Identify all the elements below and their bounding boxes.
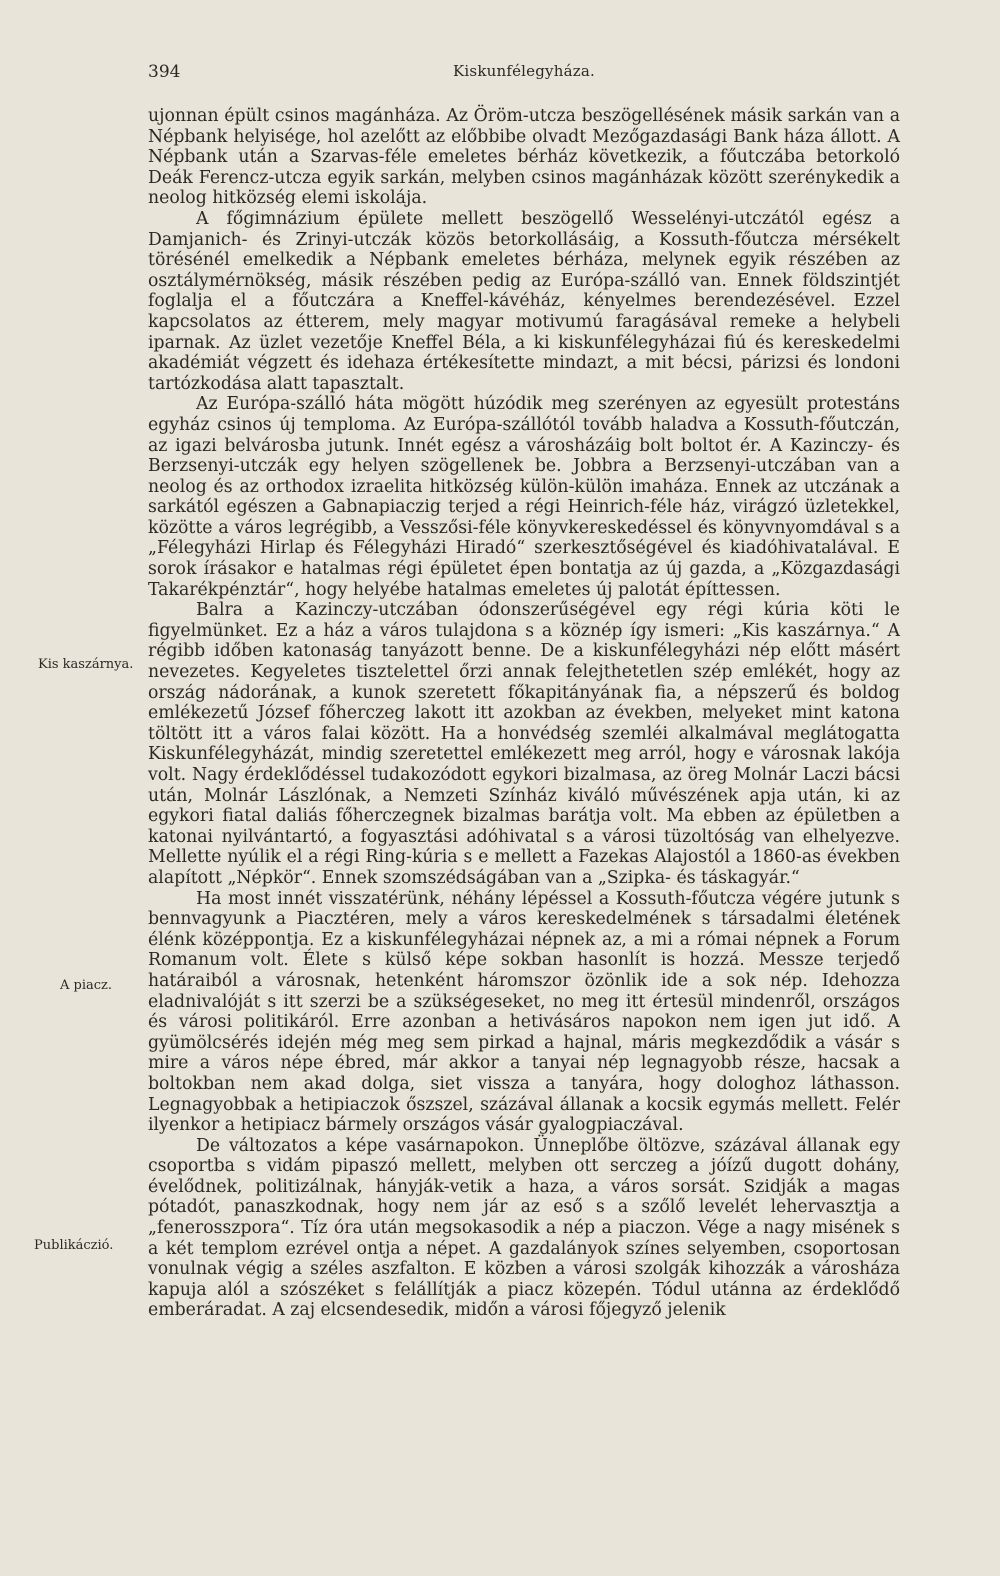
body-text	[148, 106, 900, 1321]
paragraph-4: Balra a Kazinczy-utczában ódonszerűségével egy régi kúria köti le figyelmünket. Ez a ház a város tulajdona s a köznép így ismeri: „Kis kaszárnya.“ A régibb időben katonaság tanyázott benne. De a kiskunfélegyházi nép előtt másért nevezetes. Kegyeletes tisztelettel őrzi annak felejthetetlen szép emlékét, hogy az ország nádorának, a kunok szeretett főkapitányának fia, a népszerű és boldog emlékezetű József főherczeg lakott itt azokban az években, melyeket mint katona töltött itt a város falai között. Ha a honvédség szemléi alkalmával meglátogatta Kiskunfélegyházát, mindig szeretettel emlékezett meg arról, hogy e városnak lakója volt. Nagy érdeklődéssel tudakozódott egykori bizalmasa, az öreg Molnár Laczi bácsi után, Molnár Lászlónak, a Nemzeti Színház kiváló művészének apja után, ki az egykori fiatal daliás főherczegnek bizalmas barátja volt. Ma ebben az épületben a katonai nyilvántartó, a fogyasztási adóhivatal s a városi tüzoltóság van elhelyezve. Mellette nyúlik el a régi Ring-kúria s e mellett a Fazekas Alajostól a 1860-as években alapított „Népkör“. Ennek szomszédságában van a „Szipka- és táskagyár.“	[148, 600, 900, 888]
margin-note-publikaczio: Publikáczió.	[34, 1238, 114, 1253]
margin-note-kis-kaszarnya: Kis kaszárnya.	[38, 657, 134, 672]
page-header	[148, 62, 900, 86]
paragraph-3: Az Európa-szálló háta mögött húzódik meg szerényen az egyesült protestáns egyház csinos új temploma. Az Európa-szállótól tovább haladva a Kossuth-főutczán, az igazi belvárosba jutunk. Innét egész a városházáig bolt boltot ér. A Kazinczy- és Berzsenyi-utczák egy helyen szögellenek be. Jobbra a Berzsenyi-utczában van a neolog és az orthodox izraelita hitközség külön-külön imaháza. Ennek az utczának a sarkától egészen a Gabnapiaczig terjed a régi Heinrich-féle ház, virágzó üzletekkel, közötte a város legrégibb, a Vesszősi-féle könyvkereskedéssel és könyvnyomdával s a „Félegyházi Hirlap és Félegyházi Hiradó“ szerkesztőségével és kiadóhivatalával. E sorok írásakor e hatalmas régi épületet épen bontatja az új gazda, a „Közgazdasági Takarékpénztár“, hogy helyébe hatalmas emeletes új palotát építtessen.	[148, 394, 900, 600]
paragraph-5: Ha most innét visszatérünk, néhány lépéssel a Kossuth-főutcza végére jutunk s bennvagyunk a Piacztéren, mely a város kereskedelmének s társadalmi életének élénk középpontja. Ez a kiskunfélegyházai népnek az, a mi a római népnek a Forum Romanum volt. Élete s külső képe sokban hasonlít is hozzá. Messze terjedő határaiból a városnak, hetenként háromszor özönlik ide a sok nép. Idehozza eladnivalóját s itt szerzi be a szükségeseket, no meg itt értesül mindenről, országos és városi politikáról. Erre azonban a hetivásáros napokon nem igen jut idő. A gyümölcsérés idején még meg sem pirkad a hajnal, máris megkezdődik a vásár s mire a város népe ébred, már akkor a tanyai nép legnagyobb része, hacsak a boltokban nem akad dolga, siet vissza a tanyára, hogy dologhoz láthasson. Legnagyobbak a hetipiaczok őszszel, százával állanak a kocsik egymás mellett. Felér ilyenkor a hetipiacz bármely országos vásár gyalogpiaczával.	[148, 888, 900, 1136]
margin-note-piacz: A piacz.	[60, 978, 113, 993]
running-title: Kiskunfélegyháza.	[453, 62, 595, 80]
page-number: 394	[148, 62, 181, 82]
paragraph-6: De változatos a képe vasárnapokon. Ünneplőbe öltözve, százával állanak egy csoportba s vidám pipaszó mellett, melyben ott serczeg a jóízű dugott dohány, évelődnek, politizálnak, hányják-vetik a haza, a város sorsát. Szidják a magas pótadót, panaszkodnak, hogy nem jár az eső s a szőlő levelét lehervasztja a „fenerosszpora“. Tíz óra után megsokasodik a nép a piaczon. Vége a nagy misének s a két templom ezrével ontja a népet. A gazdalányok színes selyemben, csoportosan vonulnak végig a széles aszfalton. E közben a városi szolgák kihozzák a városháza kapuja alól a szószéket s felállítják a piacz közepén. Tódul utánna az érdeklődő emberáradat. A zaj elcsendesedik, midőn a városi főjegyző jelenik	[148, 1135, 900, 1321]
paragraph-1: ujonnan épült csinos magánháza. Az Öröm-utcza beszögellésének másik sarkán van a Népbank helyisége, hol azelőtt az előbbibe olvadt Mezőgazdasági Bank háza állott. A Népbank után a Szarvas-féle emeletes bérház következik, a főutczába betorkoló Deák Ferencz-utcza egyik sarkán, melyben csinos magánházak között szerénykedik a neolog hitközség elemi iskolája.	[148, 106, 900, 209]
paragraph-2: A főgimnázium épülete mellett beszögellő Wesselényi-utczától egész a Damjanich- és Zrinyi-utczák közös betorkollásáig, a Kossuth-főutcza mérsékelt törésénél emelkedik a Népbank emeletes bérháza, melynek egyik részében az osztálymérnökség, másik részében pedig az Európa-szálló van. Ennek földszintjét foglalja el a főutczára a Kneffel-kávéház, kényelmes berendezésével. Ezzel kapcsolatos az étterem, mely magyar motivumú faragásával remeke a helybeli iparnak. Az üzlet vezetője Kneffel Béla, a ki kiskunfélegyházai fiú és kereskedelmi akadémiát végzett és idehaza értékesítette mindazt, a mit bécsi, párizsi és londoni tartózkodása alatt tapasztalt.	[148, 208, 900, 394]
